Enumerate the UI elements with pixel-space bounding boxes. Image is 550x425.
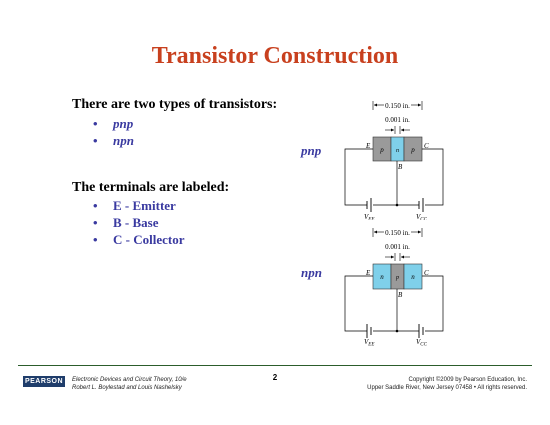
footer-divider bbox=[18, 365, 532, 366]
type-item-label: pnp bbox=[113, 116, 134, 131]
junction-dot bbox=[396, 204, 399, 207]
pearson-logo: PEARSON bbox=[24, 378, 64, 385]
npn-diagram bbox=[335, 222, 445, 346]
emitter-label: E bbox=[366, 269, 371, 277]
base-wire bbox=[373, 289, 397, 331]
bullet: • bbox=[93, 232, 98, 247]
emitter-label: E bbox=[366, 142, 371, 150]
region-label: n bbox=[396, 148, 399, 154]
npn-side-label: npn bbox=[301, 265, 322, 280]
copyright: Copyright ©2009 by Pearson Education, Inc. bbox=[408, 377, 527, 383]
intro-heading: There are two types of transistors: bbox=[72, 97, 278, 112]
terminals-heading: The terminals are labeled: bbox=[72, 180, 230, 195]
base-label: B bbox=[398, 291, 403, 299]
width-label: 0.150 in. bbox=[385, 229, 410, 237]
slide-title: Transistor Construction bbox=[151, 43, 399, 69]
region-label: p bbox=[411, 146, 415, 154]
pnp-diagram bbox=[335, 98, 445, 220]
collector-wire bbox=[422, 149, 443, 205]
type-item-label: npn bbox=[113, 133, 134, 148]
bullet: • bbox=[93, 133, 98, 148]
book-authors: Robert L. Boylestad and Louis Nashelsky bbox=[72, 385, 182, 391]
terminal-item-label: B - Base bbox=[113, 215, 159, 230]
type-item-pnp bbox=[93, 116, 133, 132]
vee-label: $V_{EE}$ bbox=[364, 338, 375, 346]
rights-notice: Upper Saddle River, New Jersey 07458 • All rights reserved. bbox=[367, 385, 527, 391]
region-label: p bbox=[396, 275, 399, 281]
bullet: • bbox=[93, 215, 98, 230]
base-label: B bbox=[398, 163, 403, 171]
terminal-item-emitter bbox=[93, 198, 176, 214]
emitter-wire bbox=[345, 276, 373, 331]
base-wire bbox=[373, 161, 397, 205]
bullet: • bbox=[93, 116, 98, 131]
page-number: 2 bbox=[272, 373, 278, 382]
collector-label: C bbox=[424, 142, 429, 150]
width-label: 0.150 in. bbox=[385, 102, 410, 110]
base-width-label: 0.001 in. bbox=[385, 243, 410, 251]
vee-label: $V_{EE}$ bbox=[364, 213, 375, 220]
region-label: p bbox=[380, 146, 384, 154]
vcc-label: $V_{CC}$ bbox=[416, 213, 427, 220]
collector-label: C bbox=[424, 269, 429, 277]
collector-wire bbox=[422, 276, 443, 331]
region-label: n bbox=[380, 273, 384, 281]
emitter-wire bbox=[345, 149, 373, 205]
pnp-side-label: pnp bbox=[301, 143, 322, 158]
terminal-item-collector bbox=[93, 232, 184, 248]
bullet: • bbox=[93, 198, 98, 213]
type-item-npn bbox=[93, 133, 134, 149]
book-title: Electronic Devices and Circuit Theory, 10/e bbox=[72, 377, 187, 383]
terminal-item-label: C - Collector bbox=[113, 232, 185, 247]
terminal-item-base bbox=[93, 215, 159, 231]
junction-dot bbox=[396, 330, 399, 333]
region-label: n bbox=[411, 273, 415, 281]
vcc-label: $V_{CC}$ bbox=[416, 338, 427, 346]
terminal-item-label: E - Emitter bbox=[113, 198, 176, 213]
base-width-label: 0.001 in. bbox=[385, 116, 410, 124]
